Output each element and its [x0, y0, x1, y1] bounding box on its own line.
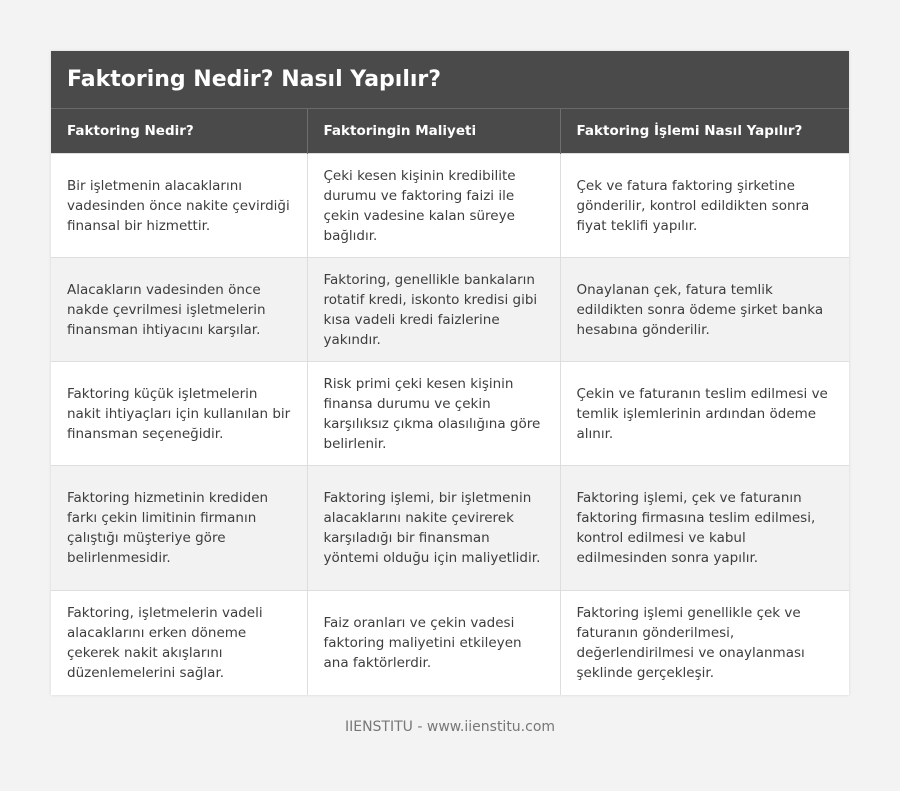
column-header-factoring-cost: Faktoringin Maliyeti	[307, 109, 560, 154]
table-cell: Çeki kesen kişinin kredibilite durumu ve faktoring faizi ile çekin vadesine kalan süreye bağlıdır.	[307, 154, 560, 258]
table-cell: Onaylanan çek, fatura temlik edildikten sonra ödeme şirket banka hesabına gönderilir.	[560, 258, 849, 362]
table-cell: Faktoring işlemi genellikle çek ve faturanın gönderilmesi, değerlendirilmesi ve onaylanması şeklinde gerçekleşir.	[560, 591, 849, 695]
table-header-row	[51, 109, 849, 154]
table-cell: Faktoring, genellikle bankaların rotatif kredi, iskonto kredisi gibi kısa vadeli kredi faizlerine yakındır.	[307, 258, 560, 362]
table-cell: Faiz oranları ve çekin vadesi faktoring maliyetini etkileyen ana faktörlerdir.	[307, 591, 560, 695]
table-cell: Faktoring küçük işletmelerin nakit ihtiyaçları için kullanılan bir finansman seçeneğidir.	[51, 362, 307, 466]
table-row	[51, 362, 849, 466]
table-cell: Alacakların vadesinden önce nakde çevrilmesi işletmelerin finansman ihtiyacını karşılar.	[51, 258, 307, 362]
factoring-table	[51, 109, 849, 695]
table-cell: Çek ve fatura faktoring şirketine gönderilir, kontrol edildikten sonra fiyat teklifi yapılır.	[560, 154, 849, 258]
table-cell: Faktoring hizmetinin krediden farkı çekin limitinin firmanın çalıştığı müşteriye göre belirlenmesidir.	[51, 466, 307, 591]
table-cell: Faktoring işlemi, çek ve faturanın faktoring firmasına teslim edilmesi, kontrol edilmesi ve kabul edilmesinden sonra yapılır.	[560, 466, 849, 591]
table-cell: Bir işletmenin alacaklarını vadesinden önce nakite çevirdiği finansal bir hizmettir.	[51, 154, 307, 258]
page-title: Faktoring Nedir? Nasıl Yapılır?	[67, 67, 442, 92]
column-header-how-factoring-works: Faktoring İşlemi Nasıl Yapılır?	[560, 109, 849, 154]
table-cell: Faktoring işlemi, bir işletmenin alacaklarını nakite çevirerek karşıladığı bir finansman yöntemi olduğu için maliyetlidir.	[307, 466, 560, 591]
table-cell: Çekin ve faturanın teslim edilmesi ve temlik işlemlerinin ardından ödeme alınır.	[560, 362, 849, 466]
table-row	[51, 466, 849, 591]
table-row	[51, 258, 849, 362]
footer-credit: IIENSTITU - www.iienstitu.com	[344, 719, 556, 735]
table-cell: Risk primi çeki kesen kişinin finansa durumu ve çekin karşılıksız çıkma olasılığına göre belirlenir.	[307, 362, 560, 466]
table-row	[51, 591, 849, 695]
factoring-table-card	[51, 51, 849, 695]
title-bar	[51, 51, 849, 109]
column-header-what-is-factoring: Faktoring Nedir?	[51, 109, 307, 154]
table-row	[51, 154, 849, 258]
table-cell: Faktoring, işletmelerin vadeli alacaklarını erken döneme çekerek nakit akışlarını düzenlemelerini sağlar.	[51, 591, 307, 695]
